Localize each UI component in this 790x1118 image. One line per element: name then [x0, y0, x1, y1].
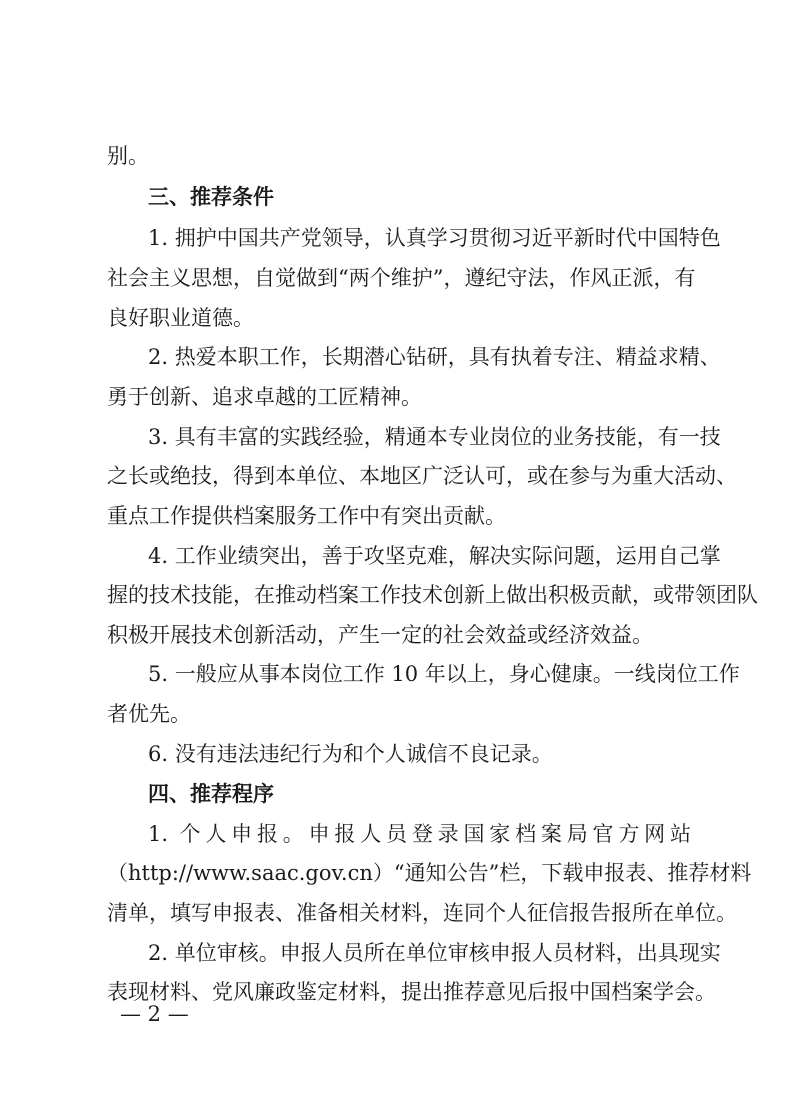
- condition-1-line: 社会主义思想，自觉做到“两个维护”，遵纪守法，作风正派，有: [107, 266, 696, 290]
- condition-4-line: 积极开展技术创新活动，产生一定的社会效益或经济效益。: [107, 623, 653, 647]
- procedure-1-line: （http://www.saac.gov.cn）“通知公告”栏，下载申报表、推荐材料: [107, 861, 752, 885]
- condition-4-line: 握的技术技能，在推动档案工作技术创新上做出积极贡献，或带领团队: [107, 583, 758, 607]
- condition-5-line: 5. 一般应从事本岗位工作 10 年以上，身心健康。一线岗位工作: [148, 662, 740, 686]
- section-heading-recommendation-conditions: 三、推荐条件: [148, 185, 274, 209]
- condition-2-line: 2. 热爱本职工作，长期潜心钻研，具有执着专注、精益求精、: [148, 345, 721, 369]
- procedure-2-line: 2. 单位审核。申报人员所在单位审核申报人员材料，出具现实: [148, 941, 721, 965]
- condition-1-line: 良好职业道德。: [107, 306, 254, 330]
- procedure-2-line: 表现材料、党风廉政鉴定材料，提出推荐意见后报中国档案学会。: [107, 980, 716, 1004]
- body-line: 别。: [107, 144, 149, 168]
- condition-1-line: 1. 拥护中国共产党领导，认真学习贯彻习近平新时代中国特色: [148, 226, 721, 250]
- page-number: — 2 —: [120, 1002, 189, 1026]
- condition-6-line: 6. 没有违法违纪行为和个人诚信不良记录。: [148, 742, 553, 766]
- condition-5-line: 者优先。: [107, 702, 191, 726]
- section-heading-recommendation-procedure: 四、推荐程序: [148, 782, 274, 806]
- condition-3-line: 之长或绝技，得到本单位、本地区广泛认可，或在参与为重大活动、: [107, 464, 737, 488]
- condition-4-line: 4. 工作业绩突出，善于攻坚克难，解决实际问题，运用自己掌: [148, 544, 721, 568]
- condition-3-line: 重点工作提供档案服务工作中有突出贡献。: [107, 504, 506, 528]
- procedure-1-line: 清单，填写申报表、准备相关材料，连同个人征信报告报所在单位。: [107, 901, 737, 925]
- procedure-1-line: 1. 个人申报。申报人员登录国家档案局官方网站: [148, 822, 691, 846]
- condition-2-line: 勇于创新、追求卓越的工匠精神。: [107, 385, 422, 409]
- condition-3-line: 3. 具有丰富的实践经验，精通本专业岗位的业务技能，有一技: [148, 425, 721, 449]
